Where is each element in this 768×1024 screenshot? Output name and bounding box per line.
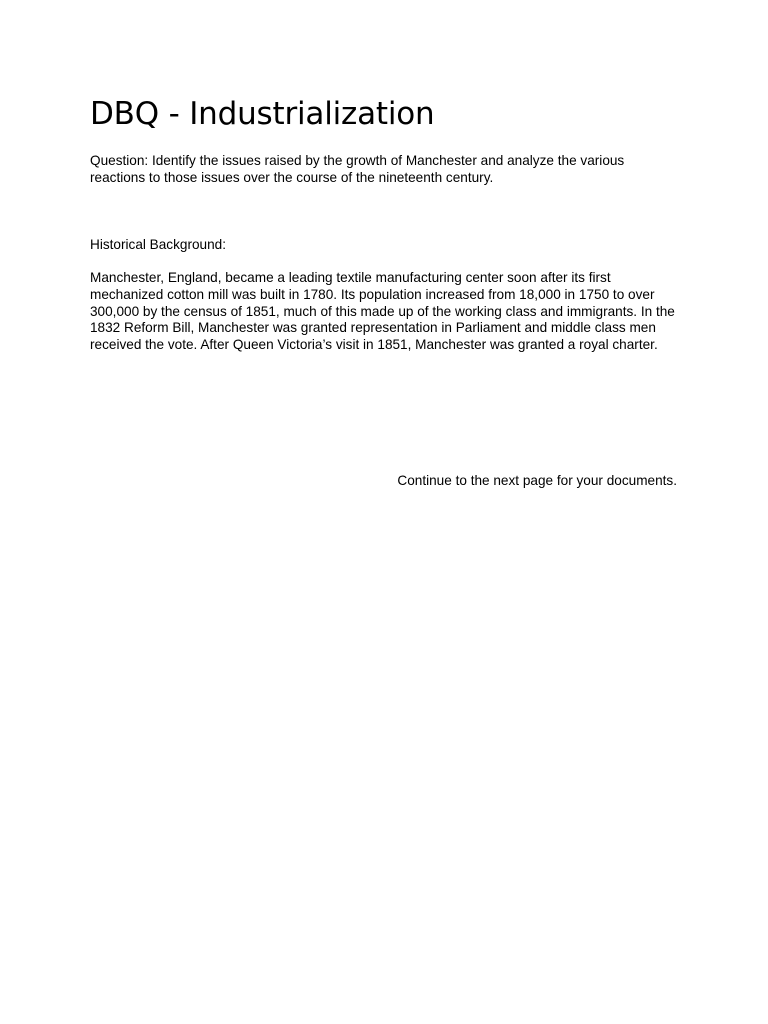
page-title: DBQ - Industrialization [90, 96, 435, 132]
historical-background-paragraph: Manchester, England, became a leading textile manufacturing center soon after its first mechanized cotton mill was built in 1780. Its population increased from 18,000 in 1750 to over 300,000 by the census of 1851, much of this made up of the working class and immigrants. In the 1832 Reform Bill, Manchester was granted representation in Parliament and middle class men received the vote. After Queen Victoria’s visit in 1851, Manchester was granted a royal charter. [90, 270, 675, 353]
historical-background-heading: Historical Background: [90, 237, 226, 252]
question-paragraph: Question: Identify the issues raised by the growth of Manchester and analyze the various reactions to those issues over the course of the nineteenth century. [90, 153, 625, 185]
continue-note: Continue to the next page for your documents. [397, 473, 677, 488]
